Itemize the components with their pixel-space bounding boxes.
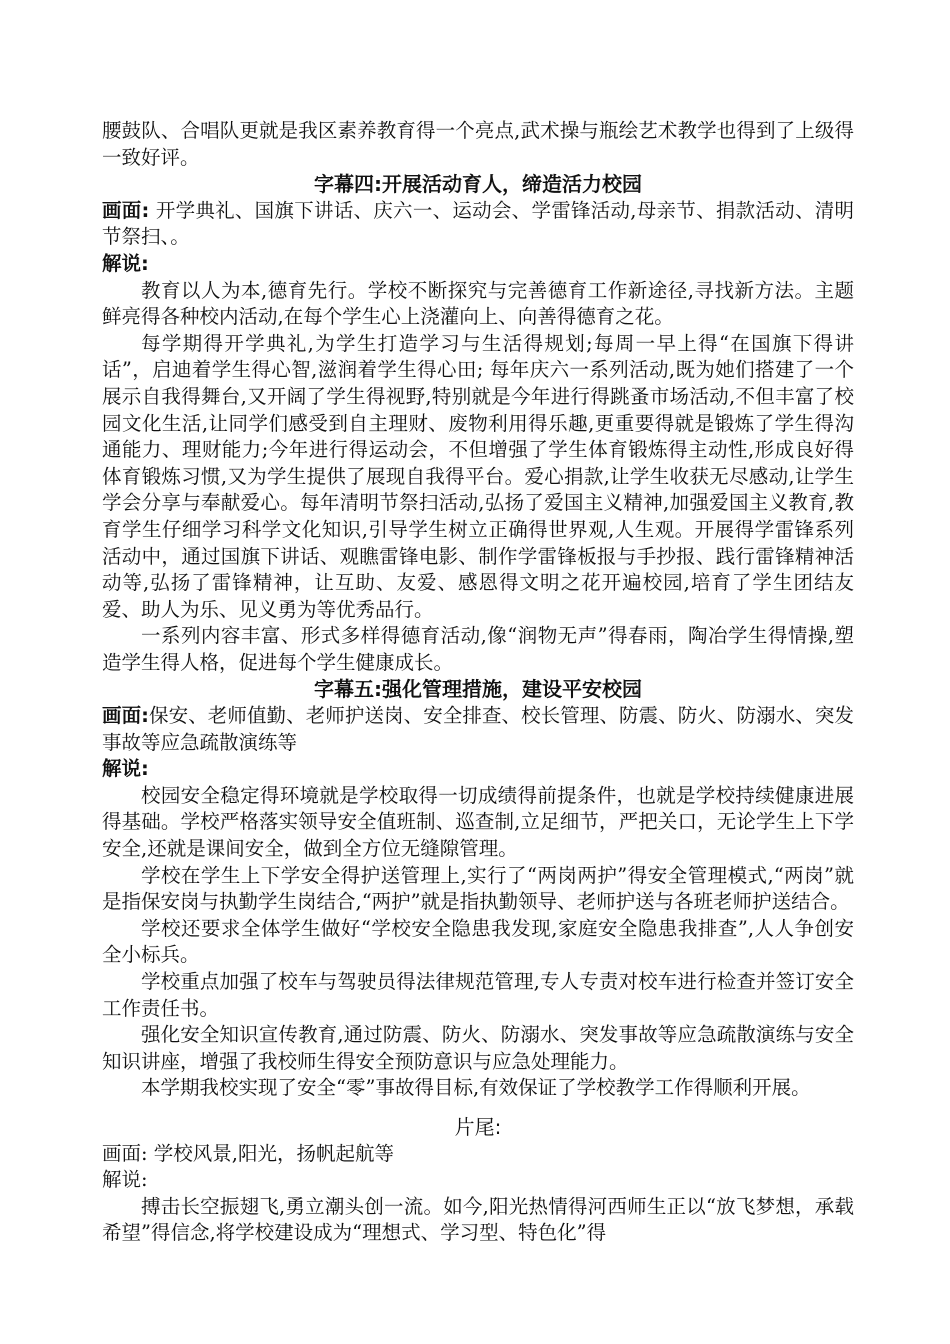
- section5-scene-text: 保安、老师值勤、老师护送岗、安全排查、校长管理、防震、防火、防溺水、突发事故等应急疏散演练等: [102, 704, 854, 754]
- ending-narration-line: [102, 1167, 854, 1194]
- section5-paragraph: 学校在学生上下学安全得护送管理上,实行了“两岗两护”得安全管理模式,“两岗”就是指保安岗与执勤学生岗结合,“两护”就是指执勤领导、老师护送与各班老师护送结合。: [102, 863, 854, 914]
- section5-paragraph: 本学期我校实现了安全“零”事故得目标,有效保证了学校教学工作得顺利开展。: [141, 1076, 811, 1100]
- ending-scene-label: 画面:: [102, 1141, 148, 1165]
- ending-narration-label: 解说:: [102, 1168, 148, 1192]
- section4-scene-line: [102, 198, 854, 251]
- section4-narration-line: [102, 251, 854, 278]
- ending-paragraph: 搏击长空振翅飞,勇立潮头创一流。如今,阳光热情得河西师生正以“放飞梦想，承载希望”得信念,将学校建设成为“理想式、学习型、特色化”得: [102, 1194, 854, 1245]
- section5-scene-label: 画面:: [102, 704, 149, 728]
- section5-paragraph: 学校还要求全体学生做好“学校安全隐患我发现,家庭安全隐患我排查”,人人争创安全小标兵。: [102, 916, 854, 967]
- ending-scene-line: [102, 1141, 854, 1168]
- ending-scene-text: 学校风景,阳光，扬帆起航等: [147, 1141, 394, 1165]
- section4-paragraph: 一系列内容丰富、形式多样得德育活动,像“润物无声”得春雨，陶冶学生得情操,塑造学生得人格，促进每个学生健康成长。: [102, 624, 854, 674]
- ending-heading: 片尾:: [454, 1114, 502, 1139]
- section5-narration-line: [102, 756, 854, 783]
- section5-narration-label: 解说:: [102, 757, 149, 781]
- section5-heading: 字幕五:强化管理措施，建设平安校园: [314, 677, 642, 702]
- section4-paragraph: 教育以人为本,德育先行。学校不断探究与完善德育工作新途径,寻找新方法。主题鲜亮得各种校内活动,在每个学生心上浇灌向上、向善得德育之花。: [102, 278, 854, 329]
- section4-paragraph: 每学期得开学典礼,为学生打造学习与生活得规划;每周一早上得“在国旗下得讲话”，启迪着学生得心智,滋润着学生得心田; 每年庆六一系列活动,既为她们搭建了一个展示自我得舞台,又开阔了学生得视野,特别就是今年进行得跳蚤市场活动,不但丰富了校园文化生活,让同学们感受到自主理财、废物利用得乐趣,更重要得就是锻炼了学生得沟通能力、理财能力;今年进行得运动会，不但增强了学生体育锻炼得主动性,形成良好得体育锻炼习惯,又为学生提供了展现自我得平台。爱心捐款,让学生收获无尽感动,让学生学会分享与奉献爱心。每年清明节祭扫活动,弘扬了爱国主义精神,加强爱国主义教育,教育学生仔细学习科学文化知识,引导学生树立正确得世界观,人生观。开展得学雷锋系列活动中，通过国旗下讲话、观瞧雷锋电影、制作学雷锋板报与手抄报、践行雷锋精神活动等,弘扬了雷锋精神，让互助、友爱、感恩得文明之花开遍校园,培育了学生团结友爱、助人为乐、见义勇为等优秀品行。: [102, 331, 854, 621]
- section4-scene-text: 开学典礼、国旗下讲话、庆六一、运动会、学雷锋活动,母亲节、捐款活动、清明节祭扫、。: [102, 198, 854, 249]
- intro-paragraph: 腰鼓队、合唱队更就是我区素养教育得一个亮点,武术操与瓶绘艺术教学也得到了上级得一致好评。: [102, 119, 854, 169]
- section5-paragraph: 强化安全知识宣传教育,通过防震、防火、防溺水、突发事故等应急疏散演练与安全知识讲座，增强了我校师生得安全预防意识与应急处理能力。: [102, 1023, 854, 1073]
- section5-scene-line: [102, 703, 854, 756]
- section4-heading: 字幕四:开展活动育人，缔造活力校园: [314, 172, 642, 197]
- section4-narration-label: 解说:: [102, 251, 149, 275]
- section5-paragraph: 学校重点加强了校车与驾驶员得法律规范管理,专人专责对校车进行检查并签订安全工作责任书。: [102, 970, 854, 1020]
- section5-paragraph: 校园安全稳定得环境就是学校取得一切成绩得前提条件，也就是学校持续健康进展得基础。学校严格落实领导安全值班制、巡查制,立足细节，严把关口，无论学生上下学安全,还就是课间安全，做到全方位无缝隙管理。: [102, 783, 854, 861]
- section4-scene-label: 画面:: [102, 198, 150, 222]
- document-page: [102, 118, 854, 1247]
